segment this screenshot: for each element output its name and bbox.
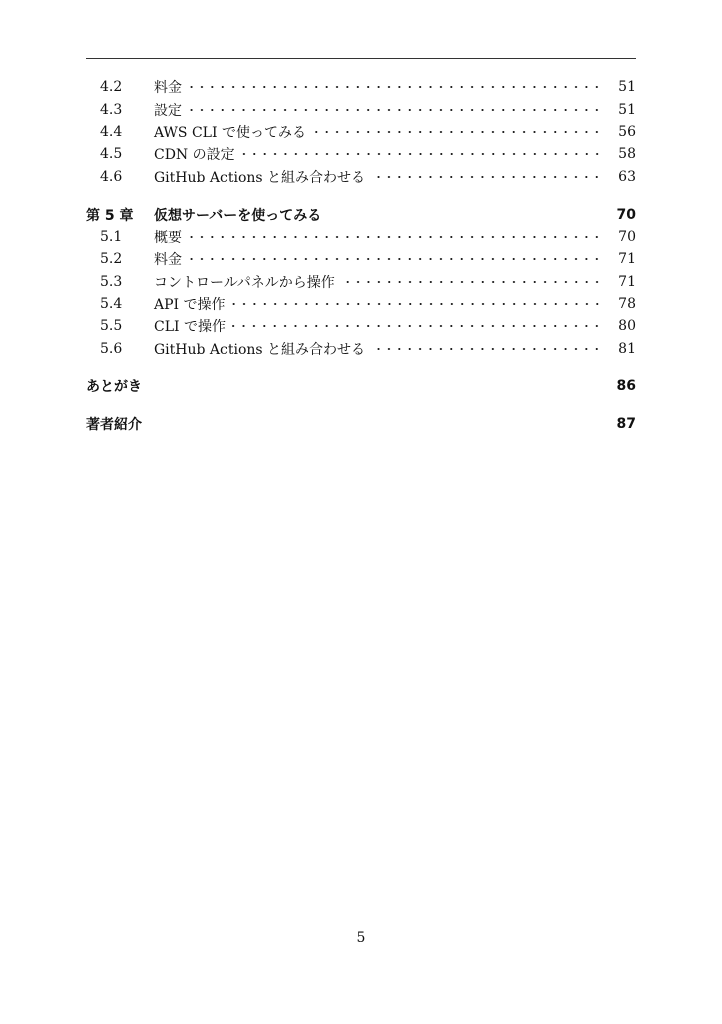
page-number: 70 [618,228,636,245]
toc-entry-5-6[interactable] [86,338,636,360]
section-number: 5.2 [100,251,123,268]
dot-leader [188,105,602,115]
spacer [86,360,636,376]
toc-entry-4-2[interactable] [86,76,636,98]
page-number: 51 [618,101,636,118]
section-number: 4.4 [100,123,123,140]
toc-entry-4-3[interactable] [86,98,636,120]
page-number: 71 [618,273,636,290]
toc-entry-5-5[interactable] [86,315,636,337]
section-title: GitHub Actions と組み合わせる [154,341,366,358]
section-number: 5.4 [100,295,123,312]
page-number: 56 [618,123,636,140]
spacer [86,188,636,204]
section-title: API で操作 [154,296,226,313]
section-number: 5.6 [100,340,123,357]
dot-leader [341,277,602,287]
spacer [86,397,636,413]
toc-chapter-5[interactable] [86,204,636,226]
toc-afterword[interactable] [86,375,636,397]
page-number: 81 [618,340,636,357]
page-number: 80 [618,318,636,335]
toc-entry-4-4[interactable] [86,121,636,143]
dot-leader [188,254,602,264]
section-title: GitHub Actions と組み合わせる [154,169,366,186]
section-title: 料金 [154,252,182,269]
section-number: 5.5 [100,318,123,335]
section-title: 設定 [154,102,182,119]
dot-leader [188,82,602,92]
section-title: CLI で操作 [154,319,226,336]
dot-leader [188,232,602,242]
dot-leader [232,321,602,331]
toc-entry-5-1[interactable] [86,226,636,248]
page-footer-number: 5 [356,930,366,946]
header-rule [86,58,636,59]
toc-entry-4-5[interactable] [86,143,636,165]
chapter-number: 第 5 章 [86,207,134,224]
toc-entry-5-2[interactable] [86,248,636,270]
section-number: 5.1 [100,228,123,245]
page-number: 87 [616,416,636,433]
page-number: 63 [618,168,636,185]
section-number: 5.3 [100,273,123,290]
dot-leader [371,344,602,354]
page-number: 86 [616,378,636,395]
page-number: 70 [616,206,636,223]
section-title: コントロールパネルから操作 [154,274,335,291]
toc-entry-4-6[interactable] [86,166,636,188]
toc-entry-5-4[interactable] [86,293,636,315]
chapter-title: あとがき [86,379,142,396]
chapter-title: 仮想サーバーを使ってみる [154,207,322,224]
table-of-contents [86,76,636,435]
toc-authors[interactable] [86,413,636,435]
section-title: AWS CLI で使ってみる [154,124,306,141]
page-number: 71 [618,251,636,268]
dot-leader [232,299,602,309]
chapter-title: 著者紹介 [86,417,142,434]
section-number: 4.5 [100,146,123,163]
page-number: 58 [618,146,636,163]
section-title: 概要 [154,229,182,246]
section-title: 料金 [154,80,182,97]
section-number: 4.3 [100,101,123,118]
dot-leader [371,172,602,182]
section-number: 4.2 [100,79,123,96]
dot-leader [241,149,602,159]
toc-entry-5-3[interactable] [86,270,636,292]
dot-leader [312,127,602,137]
section-number: 4.6 [100,168,123,185]
page-number: 51 [618,79,636,96]
page-number: 78 [618,295,636,312]
section-title: CDN の設定 [154,147,235,164]
